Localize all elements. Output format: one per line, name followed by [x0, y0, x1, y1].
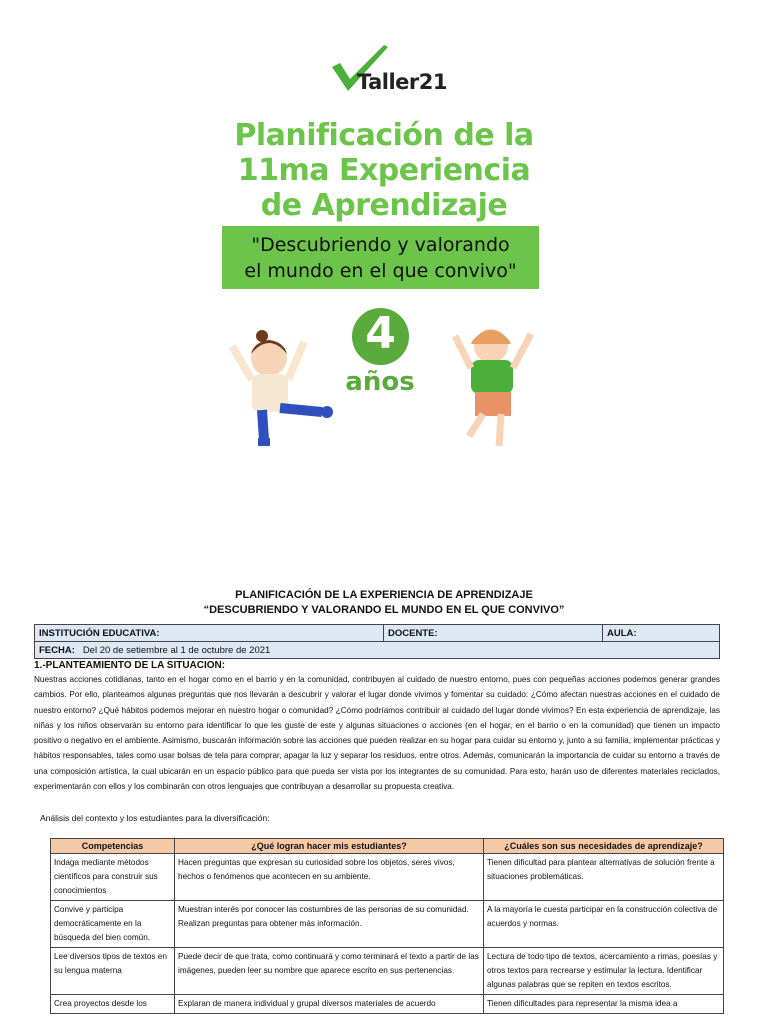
table-cell: Lectura de todo tipo de textos, acercamiento a rimas, poesías y otros textos para recrearse y estimular la lectura. Identificar algunas palabras que se repiten en textos escritos.	[484, 948, 724, 995]
table-cell: Hacen preguntas que expresan su curiosidad sobre los objetos, seres vivos, hechos o fenómenos que acontecen en su ambiente.	[175, 854, 484, 901]
boy-illustration	[445, 318, 540, 453]
age-number: 4	[365, 308, 396, 359]
fecha-row	[35, 642, 720, 659]
cover-title-line-2: 11ma Experiencia	[237, 153, 531, 188]
cover-title-line-3: de Aprendizaje	[260, 188, 508, 223]
section-heading: 1.-PLANTEAMIENTO DE LA SITUACION:	[34, 660, 226, 671]
table-cell: Crea proyectos desde los	[51, 995, 175, 1014]
table-cell: Tienen dificultades para representar la misma idea a	[484, 995, 724, 1014]
table-row	[51, 901, 724, 948]
logo-text: Taller21	[357, 70, 448, 94]
header-necesidades: ¿Cuáles son sus necesidades de aprendizaje?	[484, 839, 724, 854]
girl-illustration	[224, 322, 339, 452]
table-cell: Explaran de manera individual y grupal diversos materiales de acuerdo	[175, 995, 484, 1014]
info-table	[34, 624, 720, 659]
header-logran: ¿Qué logran hacer mis estudiantes?	[175, 839, 484, 854]
header-competencias: Competencias	[51, 839, 175, 854]
age-label: años	[345, 367, 415, 397]
cover-subtitle-line-2: el mundo en el que convivo"	[244, 260, 517, 282]
cover-subtitle-box	[222, 226, 539, 289]
table-row	[51, 995, 724, 1014]
table-cell: Convive y participa democráticamente en la búsqueda del bien común.	[51, 901, 175, 948]
table-cell: A la mayoría le cuesta participar en la construcción colectiva de acuerdos y normas.	[484, 901, 724, 948]
table-cell: Muestran interés por conocer las costumbres de las personas de su comunidad. Realizan preguntas para obtener más información.	[175, 901, 484, 948]
cover-title-line-1: Planificación de la	[234, 118, 534, 153]
table-cell: Tienen dificultad para plantear alternativas de solución frente a situaciones problemáticas.	[484, 854, 724, 901]
table-cell: Lee diversos tipos de textos en su lengua materna	[51, 948, 175, 995]
table-row	[51, 854, 724, 901]
situation-paragraph: Nuestras acciones cotidianas, tanto en el hogar como en el barrio y en la comunidad, contribuyen al cuidado de nuestro entorno, pues con pequeñas acciones podemos generar grandes cambios. Por ello, planteamos algunas preguntas que nos llevarán a descubrir y valorar el lugar donde vivimos y fomentar su cuidado: ¿Cómo afectan nuestras acciones en el cuidado de nuestro entorno? ¿Qué hábitos podemos mejorar en nuestro hogar o comunidad? ¿Cómo podríamos contribuir al cuidado del lugar donde vivimos? En esta experiencia de aprendizaje, las niñas y los niños observarán su entorno para identificar lo que les guste de este y algunas situaciones o acciones (en el hogar, en el barrio o en la comunidad) que tienen un impacto positivo o negativo en el ambiente. Asimismo, buscarán información sobre las acciones que pueden realizar en su hogar para cuidar su entorno y, junto a su familia, implementar prácticas y hábitos responsables, tales como usar bolsas de tela para comprar, apagar la luz y separar los residuos, entre otros. Además, comunicarán la importancia de cuidar su entorno a través de una composición artística, la cual ubicarán en un espacio público para que pueda ser vista por los integrantes de su comunidad. Para esto, harán uso de diferentes materiales reciclados, experimentarán con ellos y los combinarán con otros lenguajes que contribuyan a desarrollar su propuesta creativa.	[34, 675, 720, 792]
institucion-label: INSTITUCIÓN EDUCATIVA:	[35, 625, 384, 642]
doc-title: PLANIFICACIÓN DE LA EXPERIENCIA DE APRENDIZAJE	[235, 589, 533, 601]
table-cell: Indaga mediante métodos científicos para construir sus conocimientos	[51, 854, 175, 901]
cover-subtitle-line-1: "Descubriendo y valorando	[251, 234, 510, 256]
fecha-value: Del 20 de setiembre al 1 de octubre de 2021	[82, 644, 271, 656]
table-row	[51, 948, 724, 995]
analysis-heading: Análisis del contexto y los estudiantes para la diversificación:	[40, 813, 270, 823]
aula-label: AULA:	[603, 625, 720, 642]
doc-subtitle: “DESCUBRIENDO Y VALORANDO EL MUNDO EN EL QUE CONVIVO”	[203, 604, 565, 616]
table-cell: Puede decir de que trata, como continuará y como terminará el texto a partir de las imágenes, pueden leer su nombre que aparece escrito en sus pertenencias.	[175, 948, 484, 995]
fecha-label: FECHA:	[39, 644, 75, 656]
docente-label: DOCENTE:	[384, 625, 603, 642]
competencies-table	[50, 838, 724, 1014]
